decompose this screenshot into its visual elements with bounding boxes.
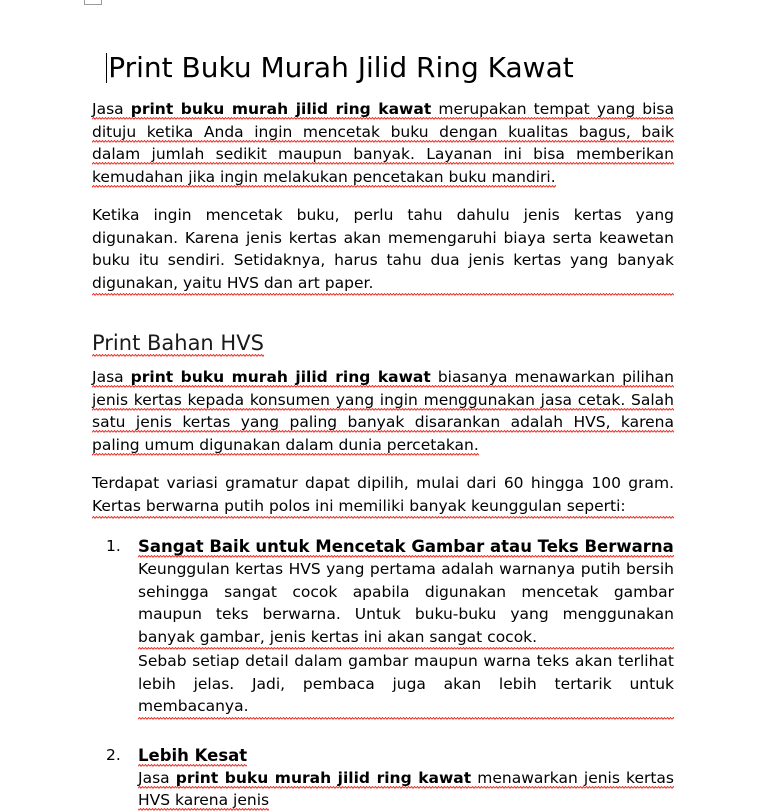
- list-item[interactable]: [92, 744, 674, 812]
- document-body: [92, 98, 674, 812]
- spacer: [92, 320, 674, 330]
- paragraph-3-lead: Jasa: [92, 368, 131, 386]
- spacer: [92, 188, 674, 204]
- document-title[interactable]: [100, 51, 580, 85]
- list-item-body-line-1: [138, 767, 674, 812]
- spacer: [92, 720, 674, 744]
- benefits-list: [92, 535, 674, 812]
- spacer: [92, 356, 674, 366]
- spacer: [92, 519, 674, 535]
- paragraph-1-lead: Jasa: [92, 100, 131, 118]
- list-item-title: [138, 744, 674, 767]
- list-item-body-line-2: Sebab setiap detail dalam gambar maupun warna teks akan terlihat lebih jelas. Jadi, pembaca juga akan lebih tertarik untuk membacanya.: [138, 650, 674, 720]
- paragraph-3-rest: biasanya menawarkan pilihan jenis kertas kepada konsumen yang ingin menggunakan jasa cetak. Salah satu jenis kertas yang paling banyak disarankan adalah HVS, karena paling umum digunakan dalam dunia percetakan.: [92, 368, 674, 454]
- list-item-body-line-1: Keunggulan kertas HVS yang pertama adalah warnanya putih bersih sehingga sangat cocok apabila digunakan mencetak gambar maupun teks berwarna. Untuk buku-buku yang menggunakan banyak gambar, jenis kertas ini akan sangat cocok.: [138, 558, 674, 650]
- list-item-number: 2.: [106, 745, 121, 764]
- list-item-body-lead: Jasa: [138, 768, 176, 787]
- list-item-number: 1.: [106, 537, 121, 555]
- paragraph-1[interactable]: [92, 98, 674, 188]
- paragraph-2[interactable]: Ketika ingin mencetak buku, perlu tahu dahulu jenis kertas yang digunakan. Karena jenis kertas akan memengaruhi biaya serta keawetan buku itu sendiri. Setidaknya, harus tahu dua jenis kertas yang banyak digunakan, yaitu HVS dan art paper.: [92, 204, 674, 296]
- section-heading-print-bahan-hvs[interactable]: [92, 330, 674, 356]
- list-item-title-text: Sangat Baik untuk Mencetak Gambar atau Teks Berwarna: [138, 537, 674, 556]
- document-title-text: Print Buku Murah Jilid Ring Kawat: [108, 50, 574, 84]
- list-item-body-keyword: print buku murah jilid ring kawat: [175, 768, 472, 787]
- page-margin-marker: [84, 0, 102, 5]
- spacer: [92, 296, 674, 320]
- list-item-body-rest: menawarkan jenis kertas HVS karena jenis: [138, 768, 674, 809]
- section-heading-text: Print Bahan HVS: [92, 331, 264, 355]
- list-item-title: [138, 535, 674, 558]
- list-item[interactable]: [92, 535, 674, 720]
- paragraph-1-keyword: print buku murah jilid ring kawat: [130, 100, 432, 118]
- paragraph-3[interactable]: [92, 366, 674, 456]
- list-item-title-text: Lebih Kesat: [138, 745, 248, 765]
- paragraph-4[interactable]: Terdapat variasi gramatur dapat dipilih, mulai dari 60 hingga 100 gram. Kertas berwarna putih polos ini memiliki banyak keunggulan seperti:: [92, 472, 674, 519]
- paragraph-3-keyword: print buku murah jilid ring kawat: [130, 368, 431, 386]
- paragraph-1-rest: merupakan tempat yang bisa dituju ketika Anda ingin mencetak buku dengan kualitas bagus, baik dalam jumlah sedikit maupun banyak. Layanan ini bisa memberikan kemudahan jika ingin melakukan pencetakan buku mandiri.: [92, 100, 674, 186]
- spacer: [92, 456, 674, 472]
